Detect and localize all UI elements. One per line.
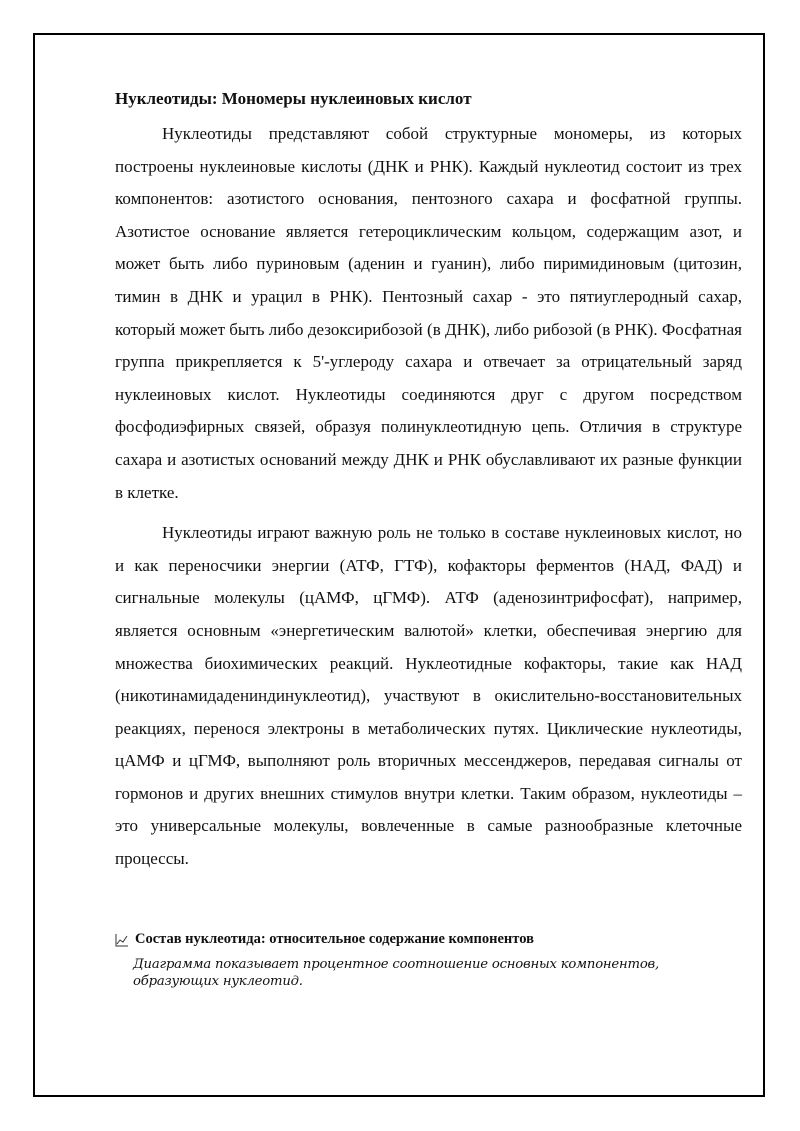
paragraph-structure: Нуклеотиды представляют собой структурные мономеры, из которых построены нуклеиновые кислоты (ДНК и РНК). Каждый нуклеотид состоит из трех компонентов: азотистого основания, пентозного сахара и фосфатной группы. Азотистое основание является гетероциклическим кольцом, содержащим азот, и может быть либо пуриновым (аденин и гуанин), либо пиримидиновым (цитозин, тимин в ДНК и урацил в РНК). Пентозный сахар - это пятиуглеродный сахар, который может быть либо дезоксирибозой (в ДНК), либо рибозой (в РНК). Фосфатная группа прикрепляется к 5'-углероду сахара и отвечает за отрицательный заряд нуклеиновых кислот. Нуклеотиды соединяются друг с другом посредством фосфодиэфирных связей, образуя полинуклеотидную цепь. Отличия в структуре сахара и азотистых оснований между ДНК и РНК обуславливают их разные функции в клетке. xyxy=(115,124,742,502)
document-body xyxy=(115,86,742,884)
chart-line-icon xyxy=(115,932,129,946)
figure-title: Состав нуклеотида: относительное содержание компонентов xyxy=(135,931,534,947)
paragraph-functions: Нуклеотиды играют важную роль не только в составе нуклеиновых кислот, но и как переносчики энергии (АТФ, ГТФ), кофакторы ферментов (НАД, ФАД) и сигнальные молекулы (цАМФ, цГМФ). АТФ (аденозинтрифосфат), например, является основным «энергетическим валютой» клетки, обеспечивая энергию для множества биохимических реакций. Нуклеотидные кофакторы, такие как НАД (никотинамидадениндинуклеотид), участвуют в окислительно-восстановительных реакциях, перенося электроны в метаболических путях. Циклические нуклеотиды, цАМФ и цГМФ, выполняют роль вторичных мессенджеров, передавая сигналы от гормонов и других внешних стимулов внутри клетки. Таким образом, нуклеотиды – это универсальные молекулы, вовлеченные в самые разнообразные клеточные процессы. xyxy=(115,523,742,869)
figure-title-row xyxy=(115,928,742,950)
section-heading: Нуклеотиды: Мономеры нуклеиновых кислот xyxy=(115,89,472,108)
figure-description: Диаграмма показывает процентное соотношение основных компонентов, образующих нуклеотид. xyxy=(133,957,660,989)
figure-caption xyxy=(115,928,742,990)
